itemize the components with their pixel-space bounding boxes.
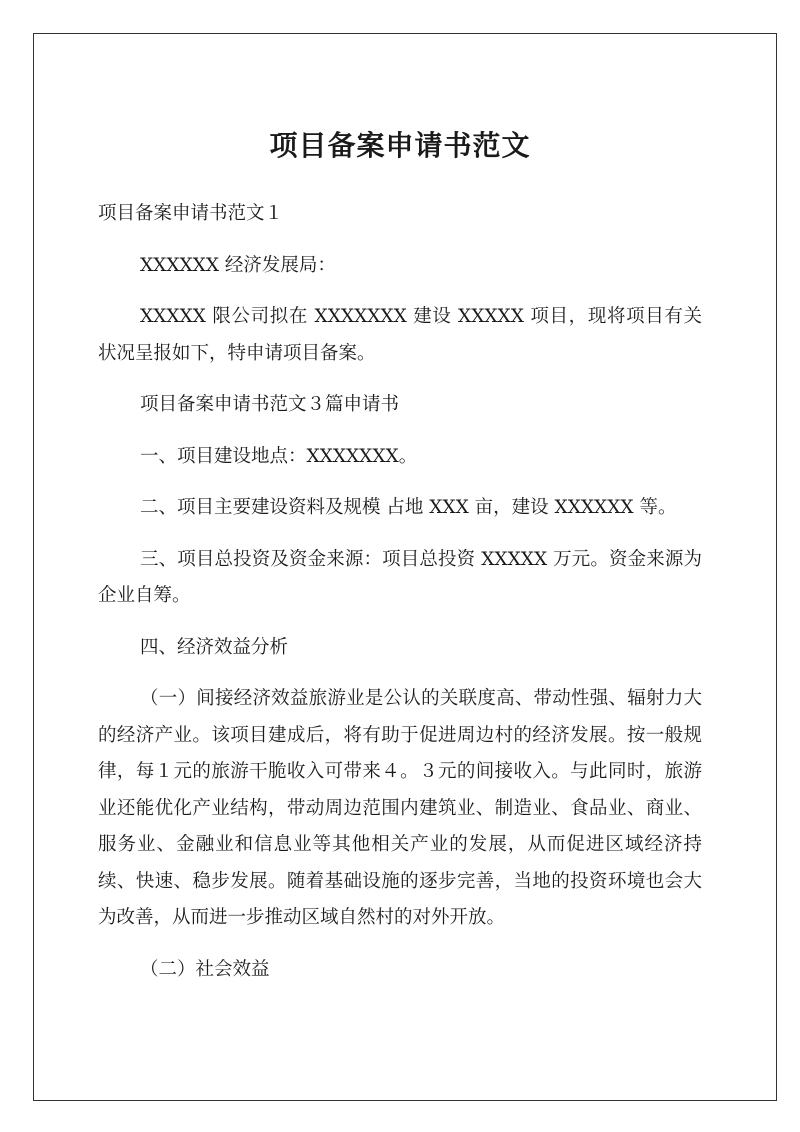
paragraph-location: 一、项目建设地点：XXXXXXX。 (140, 445, 418, 467)
document-body (98, 126, 702, 988)
paragraph-intro: XXXXX 限公司拟在 XXXXXXX 建设 XXXXX 项目，现将项目有关状况呈报如下，特申请项目备案。 (98, 306, 702, 364)
paragraph-heading-sample: 项目备案申请书范文１ (98, 203, 284, 224)
paragraph-investment: 三、项目总投资及资金来源：项目总投资 XXXXX 万元。资金来源为企业自筹。 (98, 548, 702, 606)
document-title: 项目备案申请书范文 (269, 129, 531, 162)
paragraph-benefit-heading: 四、经济效益分析 (140, 636, 289, 658)
paragraph-addressee: XXXXXX 经济发展局： (140, 254, 336, 276)
paragraph-subtitle: 项目备案申请书范文３篇申请书 (140, 394, 400, 415)
paragraph-indirect-benefit: （一）间接经济效益旅游业是公认的关联度高、带动性强、辐射力大的经济产业。该项目建成后，将有助于促进周边村的经济发展。按一般规律，每１元的旅游干脆收入可带来４。３元的间接收入。与此同时，旅游业还能优化产业结构，带动周边范围内建筑业、制造业、食品业、商业、服务业、金融业和信息业等其他相关产业的发展，从而促进区域经济持续、快速、稳步发展。随着基础设施的逐步完善，当地的投资环境也会大为改善，从而进一步推动区域自然村的对外开放。 (98, 688, 702, 928)
paragraph-scale: 二、项目主要建设资料及规模 占地 XXX 亩，建设 XXXXXX 等。 (140, 497, 677, 518)
paragraph-social-benefit: （二）社会效益 (140, 958, 270, 980)
